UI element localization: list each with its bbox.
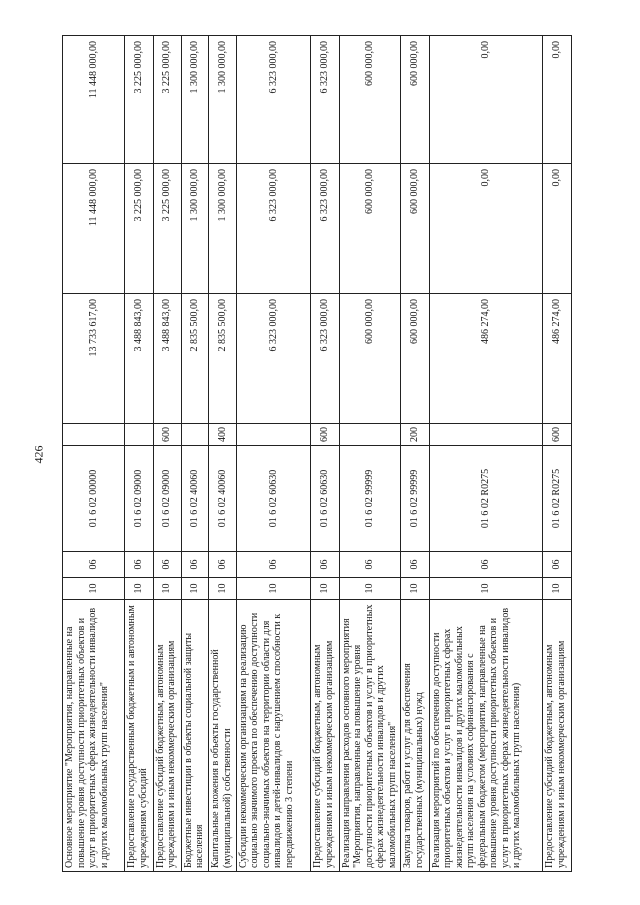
cell-rz: 10 [63,578,125,600]
cell-v2: 11 448 000,00 [63,164,125,294]
page-number: 426 [31,445,46,464]
cell-csr: 01 6 02 00000 [63,446,125,552]
cell-v1: 486 274,00 [429,294,543,424]
cell-pr: 06 [63,552,125,578]
cell-csr: 01 6 02 40060 [181,446,208,552]
cell-vr [236,424,310,446]
cell-vr: 600 [543,424,572,446]
cell-desc: Предоставление субсидий бюджетным, автономным учреждениям и иным некоммерческим организациям [311,600,339,872]
cell-csr: 01 6 02 60630 [311,446,339,552]
cell-v1: 486 274,00 [543,294,572,424]
cell-pr: 06 [543,552,572,578]
cell-desc: Реализация направления расходов основного мероприятия "Мероприятия, направленные на повышение уровня доступности приоритетных объектов и услуг в приоритетных сферах жизнедеятельности инвалидов и других маломобильных групп населения" [339,600,401,872]
table-body [63,36,572,872]
cell-v1: 6 323 000,00 [236,294,310,424]
cell-vr [181,424,208,446]
cell-vr [339,424,401,446]
cell-v2: 600 000,00 [401,164,429,294]
table-row [429,36,543,872]
cell-pr: 06 [181,552,208,578]
cell-csr: 01 6 02 09000 [125,446,153,552]
cell-vr [63,424,125,446]
cell-desc: Предоставление субсидий бюджетным, автономным учреждениям и иным некоммерческим организациям [153,600,181,872]
cell-v2: 6 323 000,00 [236,164,310,294]
cell-rz: 10 [125,578,153,600]
cell-desc: Реализация мероприятий по обеспечению доступности приоритетных объектов и услуг в приоритетных сферах жизнедеятельности инвалидов и других маломобильных групп населения на условиях софинансирования с федеральным бюджетом (мероприятия, направленные на повышение уровня доступности приоритетных объектов и услуг в приоритетных сферах жизнедеятельности инвалидов и других маломобильных групп населения) [429,600,543,872]
cell-rz: 10 [543,578,572,600]
cell-rz: 10 [236,578,310,600]
cell-pr: 06 [339,552,401,578]
cell-rz: 10 [429,578,543,600]
cell-v1: 600 000,00 [401,294,429,424]
cell-pr: 06 [125,552,153,578]
cell-v2: 1 300 000,00 [181,164,208,294]
cell-v3: 3 225 000,00 [125,36,153,164]
table-row [339,36,401,872]
table-row [543,36,572,872]
cell-rz: 10 [209,578,236,600]
cell-pr: 06 [153,552,181,578]
cell-vr [429,424,543,446]
cell-desc: Субсидии некоммерческим организациям на реализацию социально значимого проекта по обеспечению доступности социально-значимых объектов на территории области для инвалидов и детей-инвалидов с нарушением способности к передвижению 3 степени [236,600,310,872]
cell-pr: 06 [311,552,339,578]
cell-v3: 3 225 000,00 [153,36,181,164]
cell-v2: 0,00 [543,164,572,294]
cell-v3: 6 323 000,00 [311,36,339,164]
cell-rz: 10 [339,578,401,600]
table-row [63,36,125,872]
cell-v3: 0,00 [543,36,572,164]
budget-table [62,35,572,872]
cell-v1: 600 000,00 [339,294,401,424]
cell-vr [125,424,153,446]
cell-v2: 3 225 000,00 [125,164,153,294]
table-row [236,36,310,872]
cell-rz: 10 [311,578,339,600]
cell-desc: Предоставление государственным бюджетным и автономным учреждениям субсидий [125,600,153,872]
cell-desc: Основное мероприятие "Мероприятия, направленные на повышение уровня доступности приоритетных объектов и услуг в приоритетных сферах жизнедеятельности инвалидов и других маломобильных групп населения" [63,600,125,872]
cell-vr: 600 [153,424,181,446]
cell-v1: 3 488 843,00 [153,294,181,424]
cell-desc: Капитальные вложения в объекты государственной (муниципальной) собственности [209,600,236,872]
cell-v2: 600 000,00 [339,164,401,294]
cell-pr: 06 [429,552,543,578]
cell-v1: 2 835 500,00 [209,294,236,424]
cell-desc: Предоставление субсидий бюджетным, автономным учреждениям и иным некоммерческим организациям [543,600,572,872]
table-row [209,36,236,872]
cell-v1: 3 488 843,00 [125,294,153,424]
cell-pr: 06 [236,552,310,578]
cell-v3: 0,00 [429,36,543,164]
cell-csr: 01 6 02 40060 [209,446,236,552]
cell-v2: 0,00 [429,164,543,294]
cell-v3: 6 323 000,00 [236,36,310,164]
cell-pr: 06 [209,552,236,578]
cell-rz: 10 [181,578,208,600]
cell-v3: 1 300 000,00 [181,36,208,164]
cell-csr: 01 6 02 09000 [153,446,181,552]
cell-v2: 3 225 000,00 [153,164,181,294]
cell-vr: 400 [209,424,236,446]
cell-v3: 600 000,00 [401,36,429,164]
cell-vr: 200 [401,424,429,446]
cell-desc: Закупка товаров, работ и услуг для обеспечения государственных (муниципальных) нужд [401,600,429,872]
table-row [311,36,339,872]
table-row [401,36,429,872]
table-row [181,36,208,872]
cell-csr: 01 6 02 99999 [401,446,429,552]
table-row [125,36,153,872]
cell-csr: 01 6 02 R0275 [543,446,572,552]
cell-v1: 13 733 617,00 [63,294,125,424]
cell-csr: 01 6 02 R0275 [429,446,543,552]
cell-vr: 600 [311,424,339,446]
cell-pr: 06 [401,552,429,578]
cell-v2: 6 323 000,00 [311,164,339,294]
cell-csr: 01 6 02 60630 [236,446,310,552]
cell-v3: 1 300 000,00 [209,36,236,164]
cell-v1: 6 323 000,00 [311,294,339,424]
cell-v2: 1 300 000,00 [209,164,236,294]
cell-csr: 01 6 02 99999 [339,446,401,552]
table-row [153,36,181,872]
rotated-table-container [62,36,572,872]
cell-v1: 2 835 500,00 [181,294,208,424]
cell-v3: 11 448 000,00 [63,36,125,164]
cell-rz: 10 [153,578,181,600]
cell-v3: 600 000,00 [339,36,401,164]
cell-rz: 10 [401,578,429,600]
cell-desc: Бюджетные инвестиции в объекты социальной защиты населения [181,600,208,872]
